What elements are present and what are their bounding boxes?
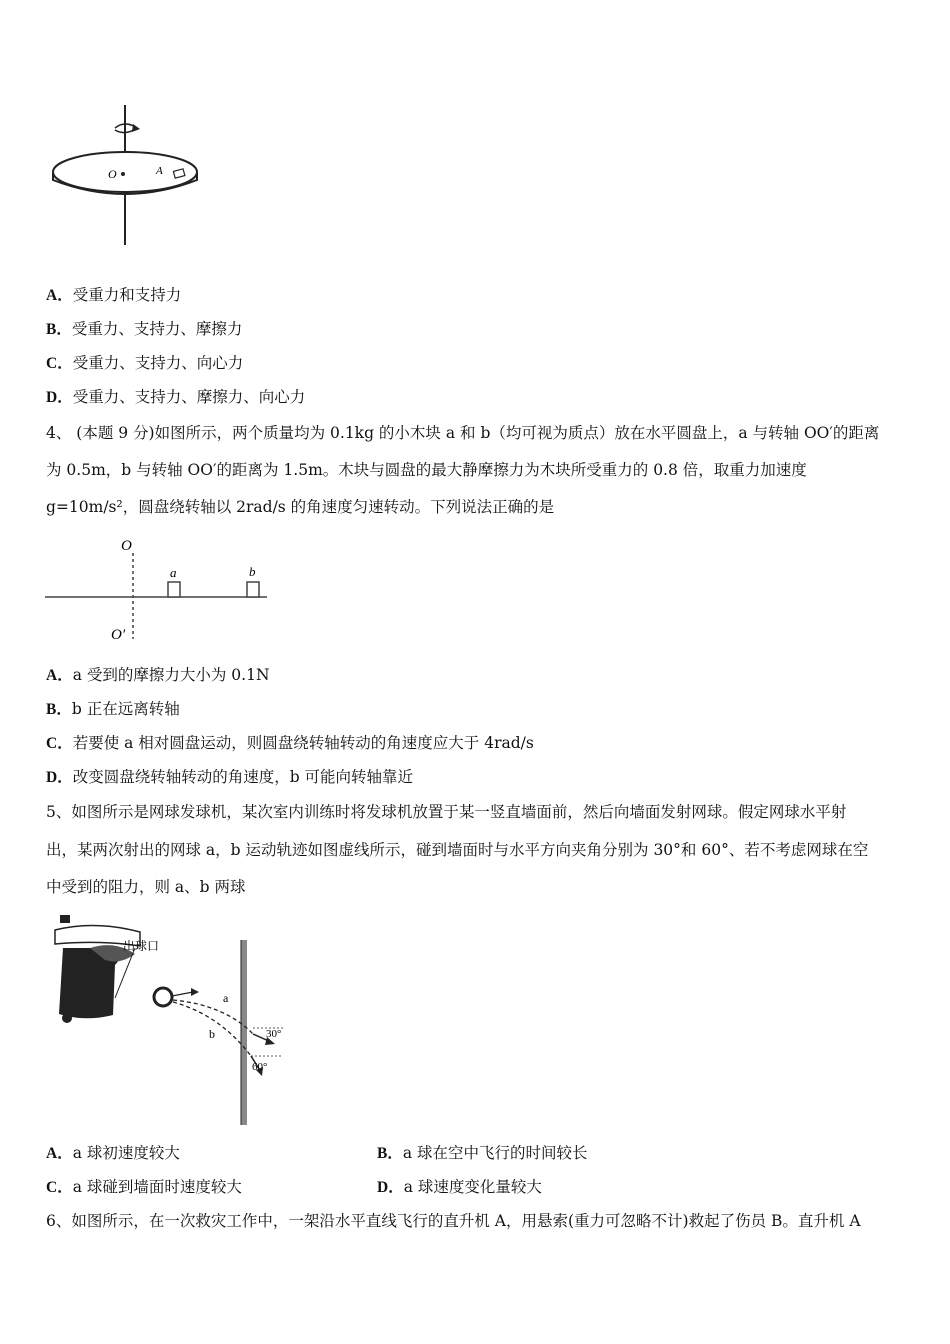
disc-center-label: O bbox=[108, 167, 117, 181]
q6-stem-line-1: 6、如图所示，在一次救灾工作中，一架沿水平直线飞行的直升机 A，用悬索(重力可忽略不计)救起了伤员 B。直升机 A bbox=[46, 1212, 861, 1230]
block-a-label: A bbox=[156, 165, 163, 177]
q3-option-a[interactable]: A．受重力和支持力 bbox=[46, 286, 182, 304]
q5-option-b[interactable]: B．a 球在空中飞行的时间较长 bbox=[377, 1144, 588, 1162]
tennis-machine-figure bbox=[45, 910, 305, 1130]
block-b-label: b bbox=[249, 564, 256, 579]
block-a-label: a bbox=[170, 565, 177, 580]
q5-stem-line-3: 中受到的阻力，则 a、b 两球 bbox=[46, 878, 246, 896]
trajectory-b-label: b bbox=[209, 1027, 215, 1041]
q5-option-d[interactable]: D．a 球速度变化量较大 bbox=[377, 1178, 542, 1196]
rotating-disc-figure bbox=[45, 100, 205, 250]
outlet-label: 出球口 bbox=[123, 939, 160, 953]
axis-bottom-label: O′ bbox=[111, 627, 126, 643]
q5-option-a[interactable]: A．a 球初速度较大 bbox=[46, 1144, 180, 1162]
axis-top-label: O bbox=[121, 538, 132, 554]
q5-stem-line-1: 5、如图所示是网球发球机，某次室内训练时将发球机放置于某一竖直墙面前，然后向墙面发射网球。假定网球水平射 bbox=[46, 803, 847, 821]
q4-stem-line-1: 4、 (本题 9 分)如图所示，两个质量均为 0.1kg 的小木块 a 和 b（均可视为质点）放在水平圆盘上，a 与转轴 OO′的距离 bbox=[46, 424, 880, 442]
q3-option-c[interactable]: C．受重力、支持力、向心力 bbox=[46, 354, 244, 372]
q4-option-d[interactable]: D．改变圆盘绕转轴转动的角速度，b 可能向转轴靠近 bbox=[46, 768, 414, 786]
q4-option-a[interactable]: A．a 受到的摩擦力大小为 0.1N bbox=[46, 666, 270, 684]
q5-option-c[interactable]: C．a 球碰到墙面时速度较大 bbox=[46, 1178, 242, 1196]
q4-option-c[interactable]: C．若要使 a 相对圆盘运动，则圆盘绕转轴转动的角速度应大于 4rad/s bbox=[46, 734, 534, 752]
axis-blocks-figure bbox=[45, 535, 275, 645]
q4-option-b[interactable]: B．b 正在远离转轴 bbox=[46, 700, 180, 718]
angle-a-label: 30° bbox=[266, 1028, 282, 1040]
angle-b-label: 60° bbox=[252, 1061, 268, 1073]
trajectory-a-label: a bbox=[223, 991, 229, 1005]
q4-stem-line-3: g=10m/s²，圆盘绕转轴以 2rad/s 的角速度匀速转动。下列说法正确的是 bbox=[46, 498, 555, 516]
q3-option-b[interactable]: B．受重力、支持力、摩擦力 bbox=[46, 320, 243, 338]
q3-option-d[interactable]: D．受重力、支持力、摩擦力、向心力 bbox=[46, 388, 306, 406]
q5-stem-line-2: 出，某两次射出的网球 a，b 运动轨迹如图虚线所示，碰到墙面时与水平方向夹角分别为 30°和 60°、若不考虑网球在空 bbox=[46, 841, 869, 859]
q4-stem-line-2: 为 0.5m，b 与转轴 OO′的距离为 1.5m。木块与圆盘的最大静摩擦力为木块所受重力的 0.8 倍，取重力加速度 bbox=[46, 461, 807, 479]
